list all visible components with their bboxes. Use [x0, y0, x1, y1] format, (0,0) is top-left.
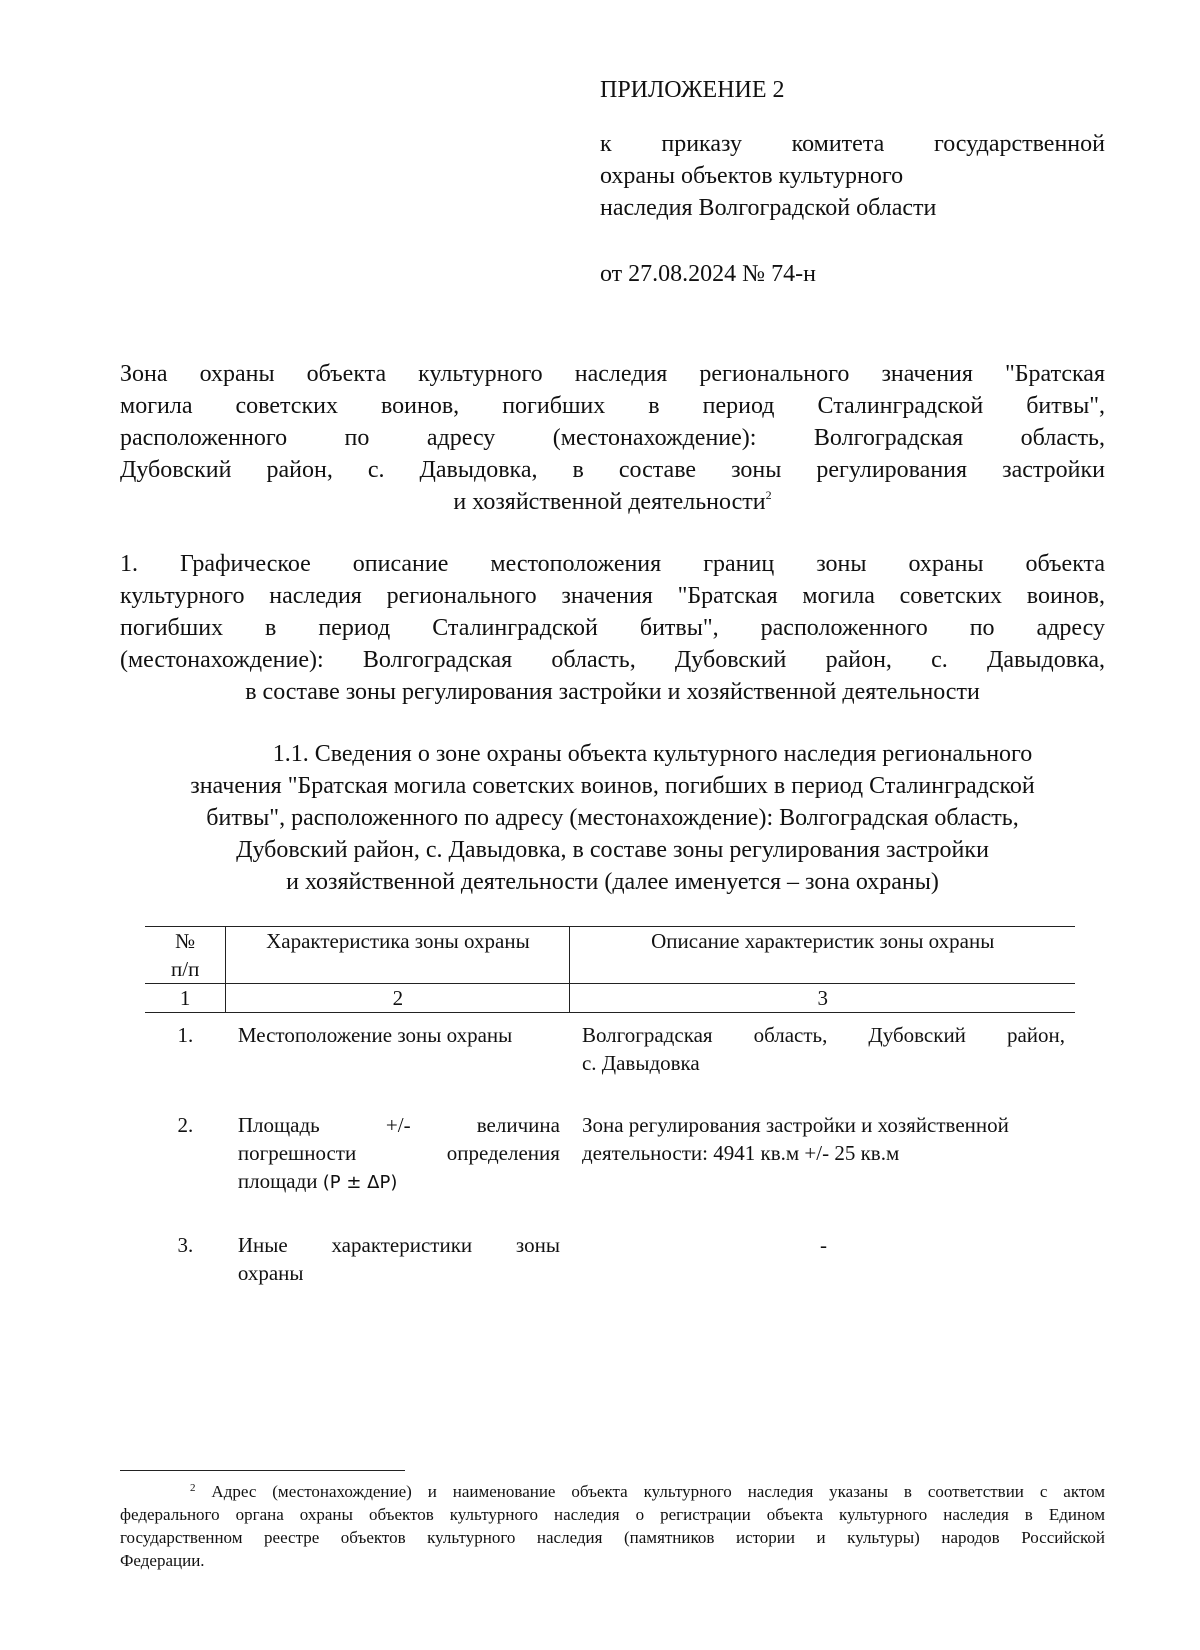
annex-date: от 27.08.2024 № 74-н	[600, 261, 816, 287]
zone-title	[120, 358, 1105, 518]
header-number	[145, 927, 226, 984]
table-header-row	[145, 927, 1075, 984]
footnote-line	[120, 1480, 1105, 1503]
row-characteristic-line: площади	[237, 1169, 318, 1193]
row-characteristic-last-line	[238, 1167, 560, 1197]
section-1-line: 1. Графическое описание местоположения границ зоны охраны объекта	[120, 551, 1105, 577]
zone-title-line: и хозяйственной деятельности	[453, 489, 766, 515]
row-characteristic-line: Иные характеристики зоны	[237, 1233, 560, 1257]
section-1-1-line: битвы", расположенного по адресу (местонахождение): Волгоградская область,	[206, 805, 1019, 831]
table-row	[145, 1013, 1075, 1104]
footnote-mark: 2	[190, 1482, 196, 1494]
row-characteristic	[226, 1103, 570, 1223]
zone-characteristics-table	[145, 926, 1075, 1311]
zone-title-line: могила советских воинов, погибших в период Сталинградской битвы",	[120, 393, 1105, 419]
section-1-1-line: и хозяйственной деятельности (далее именуется – зона охраны)	[286, 869, 939, 895]
row-characteristic	[226, 1223, 570, 1311]
row-description-line: Волгоградская область, Дубовский район,	[581, 1023, 1065, 1047]
row-characteristic-line: Площадь +/- величина	[237, 1113, 560, 1137]
zone-title-line: Зона охраны объекта культурного наследия регионального значения "Братская	[120, 361, 1105, 387]
row-description	[570, 1013, 1075, 1104]
row-number: 1.	[177, 1023, 194, 1047]
annex-reference	[600, 128, 1105, 224]
row-number: 2.	[177, 1113, 194, 1137]
footnote-line: федерального органа охраны объектов культурного наследия о регистрации объекта культурного наследия в Едином	[120, 1505, 1105, 1524]
row-description	[570, 1223, 1075, 1311]
annex-title: ПРИЛОЖЕНИЕ 2	[600, 77, 785, 103]
section-1-line: (местонахождение): Волгоградская область, Дубовский район, с. Давыдовка,	[120, 647, 1105, 673]
zone-title-last-line	[120, 486, 1105, 518]
header-number-line: п/п	[171, 957, 200, 981]
footnote-line: государственном реестре объектов культурного наследия (памятников истории и культуры) народов Российской	[120, 1528, 1105, 1547]
footnote-reference: 2	[765, 488, 772, 502]
row-description-line: Зона регулирования застройки и хозяйственной	[581, 1113, 1009, 1137]
table-row	[145, 1103, 1075, 1223]
table-row	[145, 1223, 1075, 1311]
row-number: 3.	[177, 1233, 194, 1257]
header-description: Описание характеристик зоны охраны	[570, 927, 1075, 984]
annex-ref-line: к приказу комитета государственной	[600, 131, 1105, 157]
row-description-dash: -	[819, 1233, 827, 1257]
zone-title-line: Дубовский район, с. Давыдовка, в составе зоны регулирования застройки	[120, 457, 1105, 483]
area-formula: (P ± ΔP)	[322, 1172, 398, 1193]
row-characteristic-line: охраны	[237, 1261, 304, 1285]
section-1-line: в составе зоны регулирования застройки и хозяйственной деятельности	[245, 679, 980, 705]
header-number-line: №	[175, 929, 196, 953]
row-description	[570, 1103, 1075, 1223]
annex-ref-line: наследия Волгоградской области	[600, 195, 937, 221]
footnote	[120, 1480, 1105, 1572]
row-characteristic-text: Местоположение зоны охраны	[237, 1023, 513, 1047]
section-1-line: культурного наследия регионального значения "Братская могила советских воинов,	[120, 583, 1105, 609]
section-1-1-line: значения "Братская могила советских воинов, погибших в период Сталинградской	[190, 773, 1035, 799]
footnote-separator	[120, 1470, 405, 1471]
row-characteristic-line: погрешности определения	[237, 1141, 560, 1165]
zone-title-line: расположенного по адресу (местонахождение): Волгоградская область,	[120, 425, 1105, 451]
annex-ref-line: охраны объектов культурного	[600, 163, 904, 189]
row-description-line: деятельности: 4941 кв.м +/- 25 кв.м	[581, 1141, 900, 1165]
table-column-numbers-row	[145, 984, 1075, 1013]
section-1-line: погибших в период Сталинградской битвы", расположенного по адресу	[120, 615, 1105, 641]
section-1-1-line: Дубовский район, с. Давыдовка, в составе зоны регулирования застройки	[236, 837, 989, 863]
section-1-1-heading	[120, 738, 1105, 898]
section-1-1-line: 1.1. Сведения о зоне охраны объекта культурного наследия регионального	[272, 741, 1033, 767]
row-characteristic	[226, 1013, 570, 1104]
row-description-line: с. Давыдовка	[581, 1051, 700, 1075]
column-number: 2	[226, 984, 570, 1013]
section-1-heading	[120, 548, 1105, 708]
footnote-line: Федерации.	[120, 1551, 205, 1570]
header-characteristic: Характеристика зоны охраны	[226, 927, 570, 984]
footnote-text: Адрес (местонахождение) и наименование объекта культурного наследия указаны в соответствии с актом	[211, 1482, 1105, 1501]
column-number: 3	[570, 984, 1075, 1013]
column-number: 1	[145, 984, 226, 1013]
